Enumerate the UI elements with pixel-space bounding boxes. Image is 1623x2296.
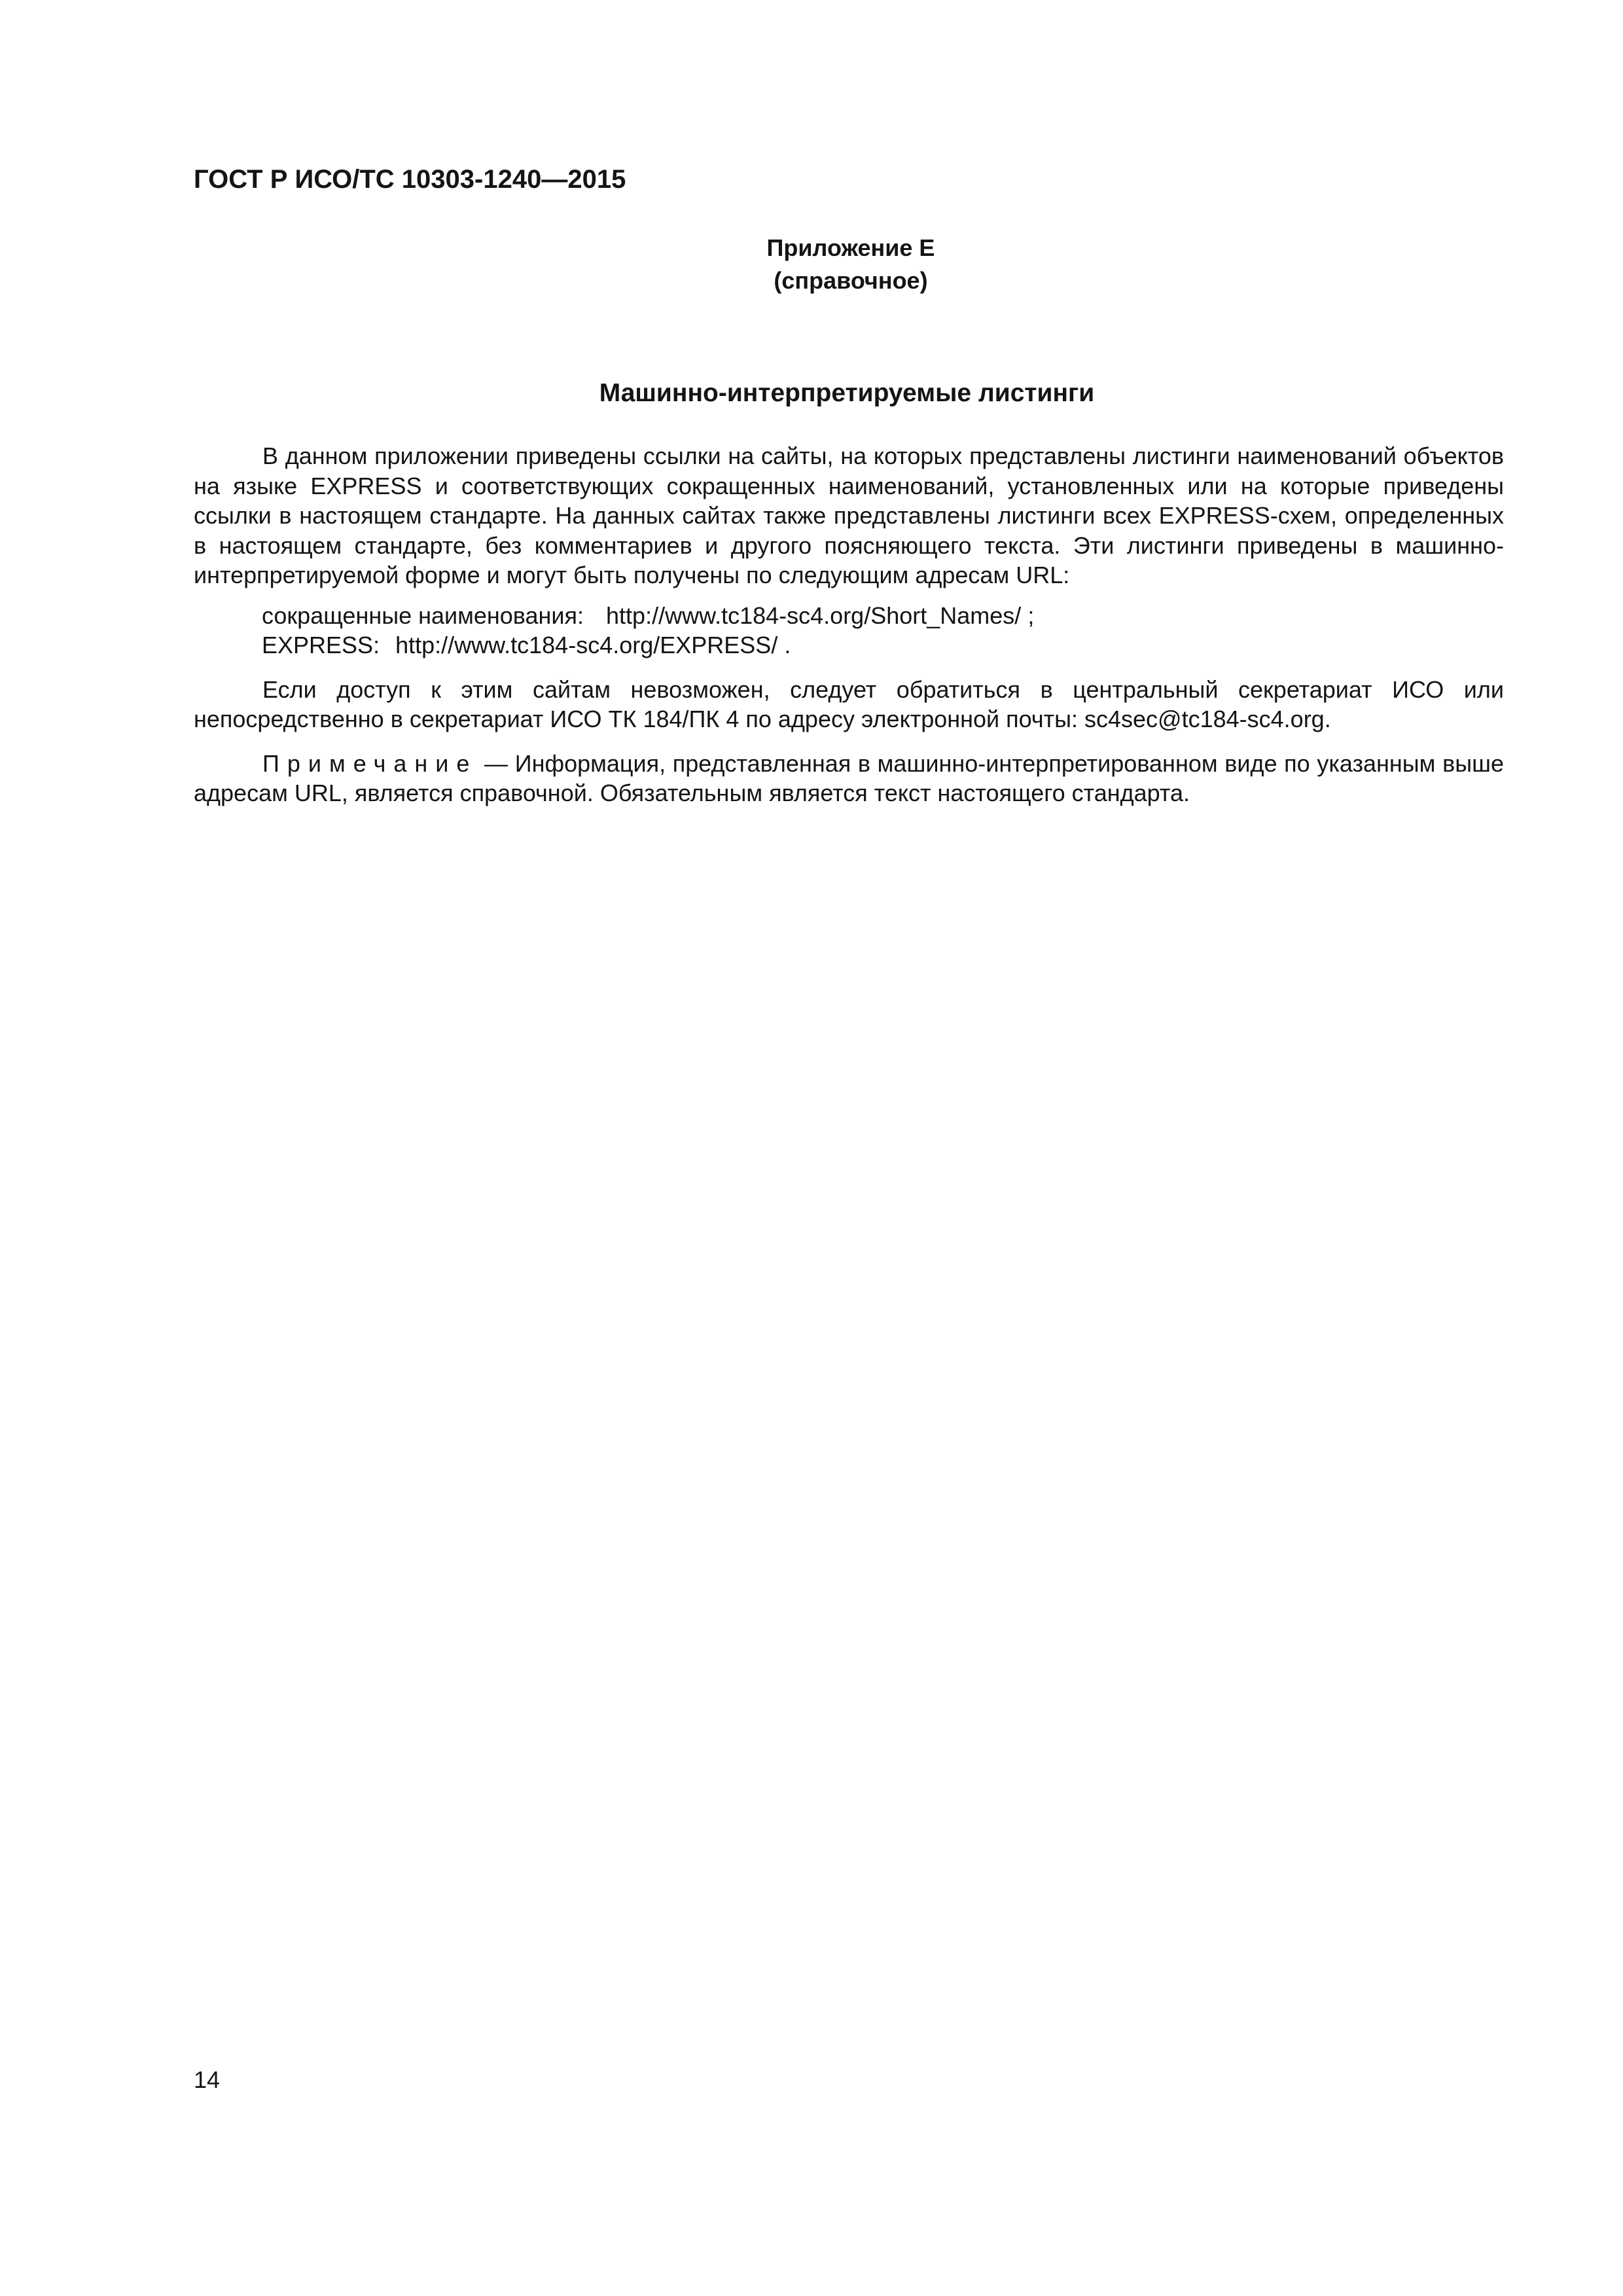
url-label: EXPRESS: [262,632,380,658]
url-terminator: . [777,632,791,658]
document-code: ГОСТ Р ИСО/ТС 10303-1240—2015 [194,165,626,194]
annex-heading [654,232,1047,297]
paragraph-contact: Если доступ к этим сайтам невозможен, следует обратиться в центральный секретариат ИСО или непосредственно в секретариат ИСО ТК 184/ПК 4 по адресу электронной почты: sc4sec@tc184-sc4.org. [194,675,1504,732]
annex-title: Машинно-интерпретируемые листинги [599,379,1095,407]
url-label: сокращенные наименования: [262,601,584,629]
paragraph-intro: В данном приложении приведены ссылки на сайты, на которых представлены листинги наименований объектов на языке EXPRESS и соответствующих сокращенных наименований, установленных или на которые приведены ссылки в настоящем стандарте. На данных сайтах также представлены листинги всех EXPRESS-схем, определенных в настоящем стандарте, без комментариев и другого поясняющего текста. Эти листинги приведены в машинно-интерпретируемой форме и могут быть получены по следующим адресам URL: [194,442,1504,588]
body-text [194,441,1504,808]
url-item-short-names [262,601,1504,631]
url-terminator: ; [1021,601,1035,629]
note-label: Примечание [262,749,478,777]
note-text: — Информация, представленная в машинно-интерпретированном виде по указанным выше адресам URL, является справочной. Обязательным является текст настоящего стандарта. [194,749,1504,806]
page-number: 14 [194,2066,221,2093]
url-item-express [262,630,1504,660]
note-paragraph [194,749,1504,808]
express-link[interactable]: http://www.tc184-sc4.org/EXPRESS/ [395,632,778,658]
annex-label: Приложение Е [766,234,935,261]
annex-kind: (справочное) [774,267,928,294]
url-list [262,601,1504,660]
short-names-link[interactable]: http://www.tc184-sc4.org/Short_Names/ [606,601,1022,629]
